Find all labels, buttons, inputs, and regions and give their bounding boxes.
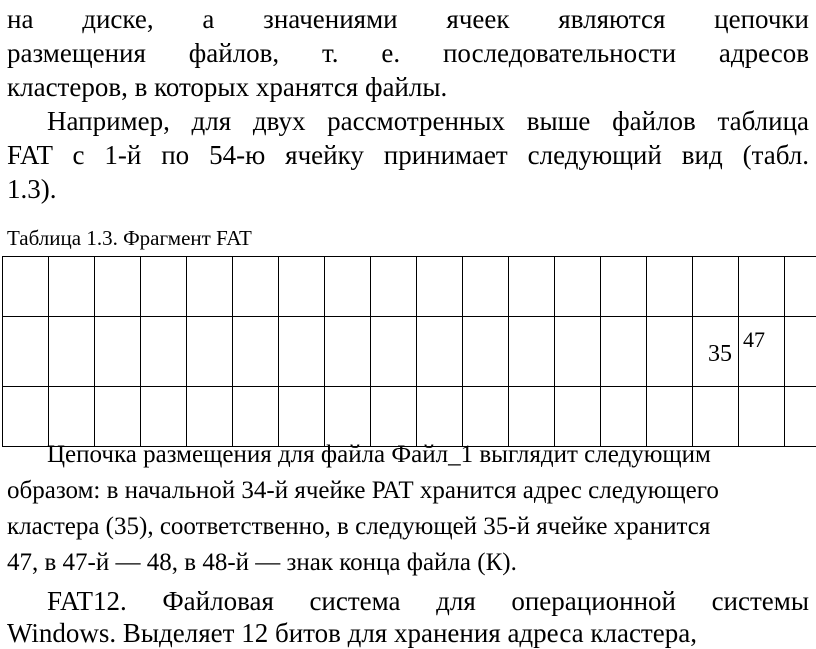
table-cell: [233, 257, 279, 317]
table-cell: [555, 257, 601, 317]
table-cell: [601, 317, 647, 387]
table-cell: [601, 257, 647, 317]
table-cell: [647, 387, 693, 447]
table-cell: [371, 257, 417, 317]
table-cell: [371, 387, 417, 447]
table-cell: [325, 387, 371, 447]
table-cell: [325, 257, 371, 317]
fat-table: [2, 256, 816, 447]
table-cell: [95, 317, 141, 387]
table-cell: [49, 317, 95, 387]
table-cell: [3, 257, 49, 317]
table-cell: [509, 387, 555, 447]
table-cell: [463, 257, 509, 317]
paragraph-2-line-1: Например, для двух рассмотренных выше файлов таблица: [47, 106, 809, 136]
paragraph-4-line-1: FAT12. Файловая система для операционной системы: [47, 586, 809, 616]
paragraph-2-line-3: 1.3).: [7, 174, 57, 204]
table-cell: [325, 317, 371, 387]
table-cell: [141, 317, 187, 387]
table-cell: [187, 257, 233, 317]
table-cell: [509, 317, 555, 387]
table-cell: [417, 387, 463, 447]
table-cell: [3, 387, 49, 447]
table-cell: [463, 387, 509, 447]
table-cell: [417, 317, 463, 387]
paragraph-3-line-3: кластера (35), соответственно, в следующей 35-й ячейке хранится: [7, 513, 711, 540]
table-cell: [509, 257, 555, 317]
table-cell: [233, 317, 279, 387]
table-cell: [555, 317, 601, 387]
table-caption: Таблица 1.3. Фрагмент FAT: [7, 226, 252, 250]
table-cell: [95, 387, 141, 447]
table-cell: [693, 257, 739, 317]
table-cell: [693, 387, 739, 447]
table-cell: [187, 387, 233, 447]
table-cell: [417, 257, 463, 317]
table-cell: [785, 387, 816, 447]
table-cell: [739, 257, 785, 317]
table-cell: [49, 387, 95, 447]
table-cell: 47: [739, 317, 785, 387]
table-row: [3, 317, 816, 387]
table-cell: [3, 317, 49, 387]
table-cell: [739, 387, 785, 447]
table-cell: [279, 257, 325, 317]
paragraph-3-line-1: Цепочка размещения для файла Файл_1 выглядит следующим: [47, 441, 711, 468]
table-row: [3, 387, 816, 447]
table-cell: [555, 387, 601, 447]
table-cell: [601, 387, 647, 447]
table-cell: [463, 317, 509, 387]
paragraph-4-line-2: Windows. Выделяет 12 битов для хранения адреса кластера,: [7, 618, 697, 648]
paragraph-1-line-2: размещения файлов, т. е. последовательности адресов: [7, 38, 809, 68]
table-row: [3, 257, 816, 317]
paragraph-2-line-2: FAT с 1-й по 54-ю ячейку принимает следующий вид (табл.: [7, 140, 809, 170]
table-cell: [279, 387, 325, 447]
table-cell: [647, 257, 693, 317]
table-cell: [279, 317, 325, 387]
table-cell: [141, 387, 187, 447]
table-cell: [785, 257, 816, 317]
table-cell: [647, 317, 693, 387]
table-cell: [233, 387, 279, 447]
paragraph-3-line-2: образом: в начальной 34-й ячейке РАТ хранится адрес следующего: [7, 477, 719, 504]
table-cell: [187, 317, 233, 387]
table-cell: [785, 317, 816, 387]
table-cell: [95, 257, 141, 317]
table-cell: [49, 257, 95, 317]
table-cell: [371, 317, 417, 387]
table-cell: 35: [693, 317, 739, 387]
paragraph-1-line-1: на диске, а значениями ячеек являются цепочки: [7, 4, 809, 34]
table-cell: [141, 257, 187, 317]
paragraph-1-line-3: кластеров, в которых хранятся файлы.: [7, 72, 448, 102]
paragraph-3-line-4: 47, в 47-й — 48, в 48-й — знак конца файла (К).: [7, 549, 517, 576]
